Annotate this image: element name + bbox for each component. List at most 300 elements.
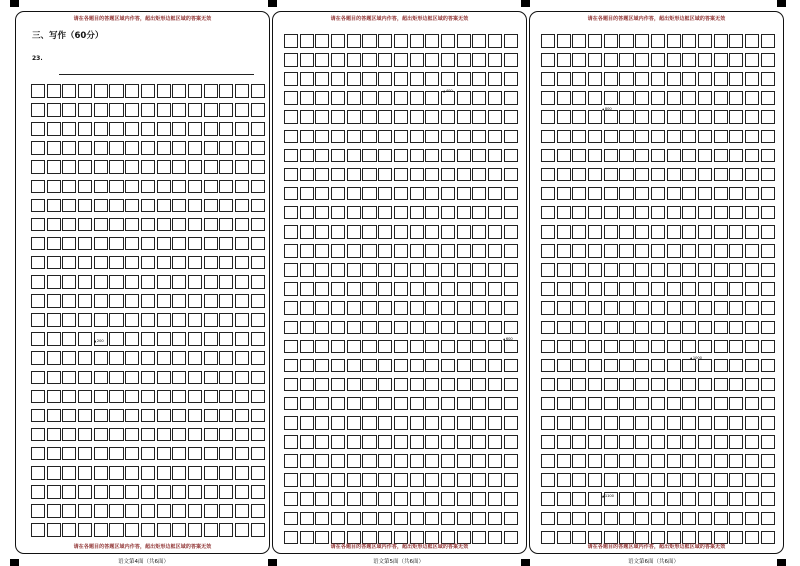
grid-cell[interactable]: [651, 187, 665, 201]
grid-cell[interactable]: [300, 91, 314, 105]
grid-cell[interactable]: [604, 397, 618, 411]
grid-cell[interactable]: [394, 263, 408, 277]
grid-cell[interactable]: [394, 187, 408, 201]
grid-cell[interactable]: [472, 91, 486, 105]
grid-cell[interactable]: [557, 110, 571, 124]
grid-cell[interactable]: [541, 149, 555, 163]
grid-cell[interactable]: [62, 275, 76, 289]
grid-cell[interactable]: [698, 473, 712, 487]
grid-cell[interactable]: [572, 187, 586, 201]
grid-cell[interactable]: [457, 263, 471, 277]
grid-cell[interactable]: [141, 313, 155, 327]
grid-cell[interactable]: [745, 91, 759, 105]
grid-cell[interactable]: [425, 72, 439, 86]
grid-cell[interactable]: [410, 263, 424, 277]
grid-cell[interactable]: [141, 199, 155, 213]
grid-cell[interactable]: [541, 340, 555, 354]
grid-cell[interactable]: [604, 435, 618, 449]
grid-cell[interactable]: [172, 351, 186, 365]
grid-cell[interactable]: [235, 84, 249, 98]
grid-cell[interactable]: [378, 321, 392, 335]
grid-cell[interactable]: [761, 473, 775, 487]
grid-cell[interactable]: [284, 72, 298, 86]
grid-cell[interactable]: [441, 416, 455, 430]
grid-cell[interactable]: [284, 492, 298, 506]
grid-cell[interactable]: [457, 492, 471, 506]
grid-cell[interactable]: [219, 199, 233, 213]
grid-cell[interactable]: [47, 103, 61, 117]
grid-cell[interactable]: [378, 454, 392, 468]
grid-cell[interactable]: [698, 301, 712, 315]
grid-cell[interactable]: [331, 206, 345, 220]
grid-cell[interactable]: [441, 397, 455, 411]
grid-cell[interactable]: [204, 180, 218, 194]
grid-cell[interactable]: [541, 492, 555, 506]
grid-cell[interactable]: [619, 130, 633, 144]
grid-cell[interactable]: [109, 390, 123, 404]
grid-cell[interactable]: [682, 301, 696, 315]
grid-cell[interactable]: [47, 218, 61, 232]
grid-cell[interactable]: [488, 72, 502, 86]
grid-cell[interactable]: [604, 416, 618, 430]
grid-cell[interactable]: [300, 359, 314, 373]
grid-cell[interactable]: [698, 206, 712, 220]
grid-cell[interactable]: [31, 409, 45, 423]
grid-cell[interactable]: [315, 72, 329, 86]
grid-cell[interactable]: [619, 206, 633, 220]
grid-cell[interactable]: [347, 512, 361, 526]
grid-cell[interactable]: [251, 294, 265, 308]
grid-cell[interactable]: [651, 34, 665, 48]
grid-cell[interactable]: [172, 199, 186, 213]
grid-cell[interactable]: [557, 321, 571, 335]
grid-cell[interactable]: [504, 149, 518, 163]
grid-cell[interactable]: [347, 130, 361, 144]
grid-cell[interactable]: [157, 294, 171, 308]
grid-cell[interactable]: [541, 130, 555, 144]
grid-cell[interactable]: [78, 256, 92, 270]
grid-cell[interactable]: [157, 199, 171, 213]
grid-cell[interactable]: [378, 378, 392, 392]
grid-cell[interactable]: [635, 244, 649, 258]
grid-cell[interactable]: [315, 130, 329, 144]
grid-cell[interactable]: [394, 435, 408, 449]
grid-cell[interactable]: [394, 416, 408, 430]
grid-cell[interactable]: [488, 53, 502, 67]
grid-cell[interactable]: [682, 206, 696, 220]
grid-cell[interactable]: [504, 206, 518, 220]
grid-cell[interactable]: [635, 168, 649, 182]
grid-cell[interactable]: [251, 428, 265, 442]
grid-cell[interactable]: [331, 473, 345, 487]
grid-cell[interactable]: [441, 149, 455, 163]
grid-cell[interactable]: [667, 473, 681, 487]
grid-cell[interactable]: [251, 523, 265, 537]
grid-cell[interactable]: [604, 512, 618, 526]
grid-cell[interactable]: [410, 34, 424, 48]
grid-cell[interactable]: [188, 180, 202, 194]
grid-cell[interactable]: [125, 504, 139, 518]
grid-cell[interactable]: [698, 378, 712, 392]
grid-cell[interactable]: [125, 351, 139, 365]
grid-cell[interactable]: [472, 263, 486, 277]
grid-cell[interactable]: [47, 428, 61, 442]
grid-cell[interactable]: [394, 473, 408, 487]
grid-cell[interactable]: [47, 313, 61, 327]
grid-cell[interactable]: [172, 237, 186, 251]
grid-cell[interactable]: [235, 485, 249, 499]
grid-cell[interactable]: [729, 397, 743, 411]
grid-cell[interactable]: [284, 53, 298, 67]
grid-cell[interactable]: [378, 340, 392, 354]
grid-cell[interactable]: [588, 397, 602, 411]
grid-cell[interactable]: [47, 332, 61, 346]
grid-cell[interactable]: [729, 473, 743, 487]
grid-cell[interactable]: [31, 122, 45, 136]
grid-cell[interactable]: [141, 504, 155, 518]
grid-cell[interactable]: [472, 321, 486, 335]
grid-cell[interactable]: [157, 160, 171, 174]
grid-cell[interactable]: [457, 435, 471, 449]
grid-cell[interactable]: [235, 523, 249, 537]
grid-cell[interactable]: [235, 122, 249, 136]
grid-cell[interactable]: [729, 34, 743, 48]
grid-cell[interactable]: [472, 225, 486, 239]
grid-cell[interactable]: [588, 225, 602, 239]
grid-cell[interactable]: [635, 225, 649, 239]
grid-cell[interactable]: [109, 351, 123, 365]
grid-cell[interactable]: [157, 237, 171, 251]
grid-cell[interactable]: [572, 149, 586, 163]
grid-cell[interactable]: [284, 340, 298, 354]
grid-cell[interactable]: [651, 110, 665, 124]
grid-cell[interactable]: [331, 225, 345, 239]
grid-cell[interactable]: [141, 84, 155, 98]
grid-cell[interactable]: [47, 371, 61, 385]
grid-cell[interactable]: [604, 187, 618, 201]
grid-cell[interactable]: [204, 485, 218, 499]
grid-cell[interactable]: [394, 149, 408, 163]
grid-cell[interactable]: [457, 149, 471, 163]
grid-cell[interactable]: [172, 390, 186, 404]
grid-cell[interactable]: [698, 149, 712, 163]
grid-cell[interactable]: [219, 141, 233, 155]
grid-cell[interactable]: [172, 523, 186, 537]
grid-cell[interactable]: [235, 409, 249, 423]
grid-cell[interactable]: [745, 378, 759, 392]
grid-cell[interactable]: [457, 473, 471, 487]
grid-cell[interactable]: [362, 263, 376, 277]
grid-cell[interactable]: [172, 218, 186, 232]
grid-cell[interactable]: [94, 523, 108, 537]
grid-cell[interactable]: [378, 130, 392, 144]
grid-cell[interactable]: [588, 263, 602, 277]
grid-cell[interactable]: [62, 141, 76, 155]
grid-cell[interactable]: [331, 512, 345, 526]
grid-cell[interactable]: [761, 340, 775, 354]
grid-cell[interactable]: [761, 435, 775, 449]
grid-cell[interactable]: [588, 244, 602, 258]
grid-cell[interactable]: [682, 130, 696, 144]
grid-cell[interactable]: [157, 485, 171, 499]
grid-cell[interactable]: [62, 199, 76, 213]
grid-cell[interactable]: [284, 416, 298, 430]
grid-cell[interactable]: [557, 244, 571, 258]
grid-cell[interactable]: [667, 454, 681, 468]
grid-cell[interactable]: [331, 301, 345, 315]
grid-cell[interactable]: [714, 263, 728, 277]
grid-cell[interactable]: [729, 168, 743, 182]
grid-cell[interactable]: [219, 103, 233, 117]
grid-cell[interactable]: [698, 282, 712, 296]
grid-cell[interactable]: [31, 218, 45, 232]
grid-cell[interactable]: [188, 485, 202, 499]
grid-cell[interactable]: [557, 130, 571, 144]
grid-cell[interactable]: [62, 103, 76, 117]
grid-cell[interactable]: [651, 378, 665, 392]
grid-cell[interactable]: [557, 416, 571, 430]
grid-cell[interactable]: [557, 263, 571, 277]
grid-cell[interactable]: [541, 416, 555, 430]
grid-cell[interactable]: [714, 454, 728, 468]
grid-cell[interactable]: [204, 371, 218, 385]
grid-cell[interactable]: [541, 321, 555, 335]
grid-cell[interactable]: [31, 256, 45, 270]
grid-cell[interactable]: [331, 130, 345, 144]
grid-cell[interactable]: [31, 504, 45, 518]
grid-cell[interactable]: [157, 428, 171, 442]
grid-cell[interactable]: [667, 359, 681, 373]
grid-cell[interactable]: [425, 301, 439, 315]
grid-cell[interactable]: [457, 397, 471, 411]
grid-cell[interactable]: [667, 91, 681, 105]
grid-cell[interactable]: [410, 473, 424, 487]
grid-cell[interactable]: [588, 130, 602, 144]
grid-cell[interactable]: [109, 122, 123, 136]
grid-cell[interactable]: [745, 263, 759, 277]
grid-cell[interactable]: [141, 351, 155, 365]
grid-cell[interactable]: [541, 454, 555, 468]
grid-cell[interactable]: [31, 523, 45, 537]
grid-cell[interactable]: [204, 390, 218, 404]
grid-cell[interactable]: [172, 409, 186, 423]
grid-cell[interactable]: [761, 282, 775, 296]
grid-cell[interactable]: [635, 454, 649, 468]
grid-cell[interactable]: [204, 237, 218, 251]
grid-cell[interactable]: [504, 225, 518, 239]
grid-cell[interactable]: [157, 313, 171, 327]
grid-cell[interactable]: [745, 359, 759, 373]
grid-cell[interactable]: [315, 168, 329, 182]
grid-cell[interactable]: [714, 72, 728, 86]
grid-cell[interactable]: [347, 282, 361, 296]
grid-cell[interactable]: [504, 378, 518, 392]
grid-cell[interactable]: [698, 244, 712, 258]
grid-cell[interactable]: [378, 34, 392, 48]
grid-cell[interactable]: [541, 512, 555, 526]
grid-cell[interactable]: [441, 110, 455, 124]
grid-cell[interactable]: [651, 454, 665, 468]
grid-cell[interactable]: [109, 180, 123, 194]
grid-cell[interactable]: [378, 244, 392, 258]
grid-cell[interactable]: [62, 428, 76, 442]
grid-cell[interactable]: [204, 447, 218, 461]
grid-cell[interactable]: [557, 149, 571, 163]
grid-cell[interactable]: [347, 244, 361, 258]
grid-cell[interactable]: [682, 110, 696, 124]
grid-cell[interactable]: [588, 321, 602, 335]
grid-cell[interactable]: [62, 466, 76, 480]
grid-cell[interactable]: [362, 435, 376, 449]
grid-cell[interactable]: [251, 237, 265, 251]
grid-cell[interactable]: [588, 301, 602, 315]
grid-cell[interactable]: [62, 351, 76, 365]
grid-cell[interactable]: [31, 84, 45, 98]
grid-cell[interactable]: [635, 34, 649, 48]
grid-cell[interactable]: [488, 34, 502, 48]
grid-cell[interactable]: [410, 512, 424, 526]
grid-cell[interactable]: [188, 409, 202, 423]
grid-cell[interactable]: [284, 168, 298, 182]
grid-cell[interactable]: [682, 187, 696, 201]
grid-cell[interactable]: [235, 390, 249, 404]
grid-cell[interactable]: [378, 416, 392, 430]
grid-cell[interactable]: [667, 225, 681, 239]
grid-cell[interactable]: [62, 332, 76, 346]
grid-cell[interactable]: [682, 473, 696, 487]
grid-cell[interactable]: [141, 485, 155, 499]
grid-cell[interactable]: [394, 225, 408, 239]
grid-cell[interactable]: [761, 130, 775, 144]
grid-cell[interactable]: [682, 416, 696, 430]
grid-cell[interactable]: [125, 141, 139, 155]
grid-cell[interactable]: [172, 332, 186, 346]
grid-cell[interactable]: [619, 244, 633, 258]
grid-cell[interactable]: [284, 378, 298, 392]
grid-cell[interactable]: [315, 225, 329, 239]
grid-cell[interactable]: [125, 84, 139, 98]
grid-cell[interactable]: [714, 512, 728, 526]
grid-cell[interactable]: [425, 130, 439, 144]
grid-cell[interactable]: [109, 409, 123, 423]
grid-cell[interactable]: [331, 454, 345, 468]
grid-cell[interactable]: [251, 390, 265, 404]
grid-cell[interactable]: [729, 206, 743, 220]
grid-cell[interactable]: [204, 256, 218, 270]
grid-cell[interactable]: [604, 244, 618, 258]
grid-cell[interactable]: [472, 53, 486, 67]
grid-cell[interactable]: [62, 504, 76, 518]
grid-cell[interactable]: [698, 168, 712, 182]
grid-cell[interactable]: [347, 168, 361, 182]
grid-cell[interactable]: [378, 149, 392, 163]
grid-cell[interactable]: [745, 301, 759, 315]
grid-cell[interactable]: [331, 397, 345, 411]
grid-cell[interactable]: [204, 84, 218, 98]
grid-cell[interactable]: [541, 397, 555, 411]
grid-cell[interactable]: [78, 371, 92, 385]
grid-cell[interactable]: [394, 282, 408, 296]
grid-cell[interactable]: [667, 282, 681, 296]
grid-cell[interactable]: [619, 225, 633, 239]
grid-cell[interactable]: [62, 122, 76, 136]
grid-cell[interactable]: [441, 359, 455, 373]
grid-cell[interactable]: [78, 122, 92, 136]
grid-cell[interactable]: [410, 282, 424, 296]
grid-cell[interactable]: [557, 206, 571, 220]
grid-cell[interactable]: [651, 225, 665, 239]
grid-cell[interactable]: [425, 263, 439, 277]
grid-cell[interactable]: [714, 110, 728, 124]
grid-cell[interactable]: [378, 110, 392, 124]
grid-cell[interactable]: [714, 473, 728, 487]
grid-cell[interactable]: [714, 340, 728, 354]
grid-cell[interactable]: [378, 435, 392, 449]
grid-cell[interactable]: [315, 321, 329, 335]
grid-cell[interactable]: [331, 340, 345, 354]
grid-cell[interactable]: [441, 435, 455, 449]
grid-cell[interactable]: [347, 53, 361, 67]
grid-cell[interactable]: [635, 512, 649, 526]
grid-cell[interactable]: [284, 397, 298, 411]
grid-cell[interactable]: [362, 359, 376, 373]
grid-cell[interactable]: [619, 473, 633, 487]
grid-cell[interactable]: [572, 206, 586, 220]
grid-cell[interactable]: [315, 473, 329, 487]
grid-cell[interactable]: [714, 435, 728, 449]
grid-cell[interactable]: [504, 263, 518, 277]
grid-cell[interactable]: [410, 454, 424, 468]
grid-cell[interactable]: [284, 321, 298, 335]
grid-cell[interactable]: [619, 263, 633, 277]
grid-cell[interactable]: [251, 332, 265, 346]
grid-cell[interactable]: [300, 130, 314, 144]
grid-cell[interactable]: [441, 225, 455, 239]
grid-cell[interactable]: [157, 409, 171, 423]
grid-cell[interactable]: [504, 359, 518, 373]
grid-cell[interactable]: [729, 110, 743, 124]
grid-cell[interactable]: [109, 199, 123, 213]
grid-cell[interactable]: [557, 168, 571, 182]
grid-cell[interactable]: [761, 301, 775, 315]
grid-cell[interactable]: [47, 485, 61, 499]
grid-cell[interactable]: [251, 313, 265, 327]
grid-cell[interactable]: [378, 512, 392, 526]
grid-cell[interactable]: [682, 72, 696, 86]
grid-cell[interactable]: [410, 359, 424, 373]
grid-cell[interactable]: [141, 409, 155, 423]
grid-cell[interactable]: [331, 282, 345, 296]
grid-cell[interactable]: [572, 340, 586, 354]
grid-cell[interactable]: [125, 237, 139, 251]
grid-cell[interactable]: [488, 435, 502, 449]
grid-cell[interactable]: [47, 351, 61, 365]
grid-cell[interactable]: [125, 294, 139, 308]
grid-cell[interactable]: [682, 454, 696, 468]
grid-cell[interactable]: [729, 53, 743, 67]
grid-cell[interactable]: [745, 416, 759, 430]
grid-cell[interactable]: [698, 110, 712, 124]
grid-cell[interactable]: [331, 321, 345, 335]
grid-cell[interactable]: [682, 53, 696, 67]
grid-cell[interactable]: [347, 340, 361, 354]
grid-cell[interactable]: [331, 244, 345, 258]
grid-cell[interactable]: [488, 359, 502, 373]
grid-cell[interactable]: [504, 187, 518, 201]
grid-cell[interactable]: [378, 359, 392, 373]
grid-cell[interactable]: [157, 447, 171, 461]
grid-cell[interactable]: [300, 282, 314, 296]
